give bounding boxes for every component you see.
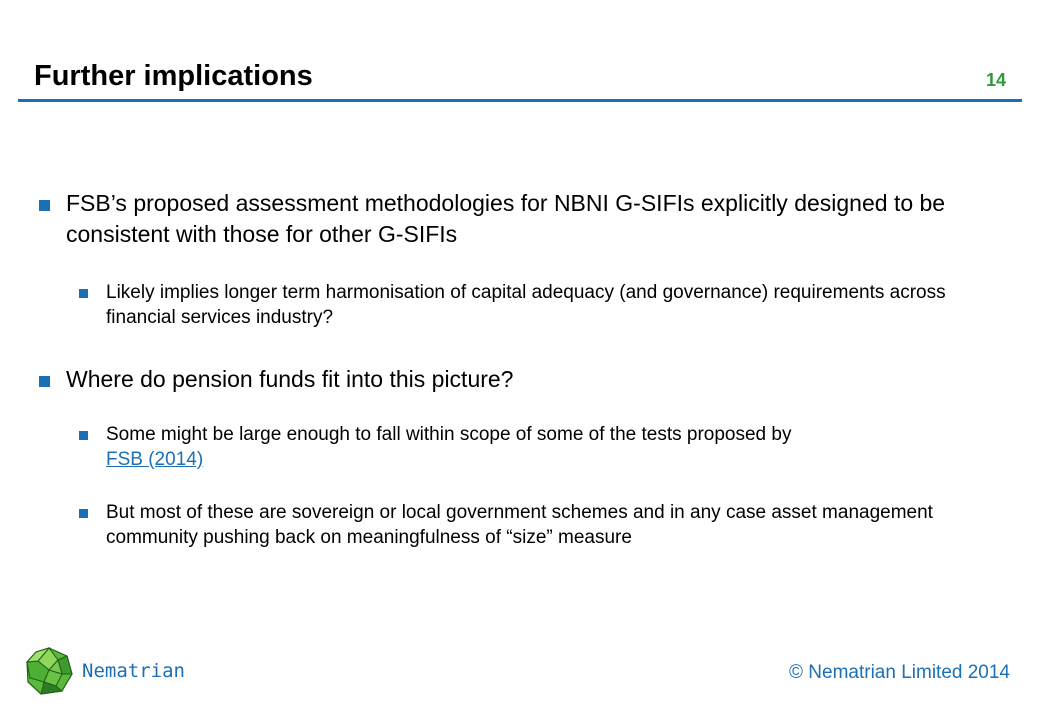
green-polyhedron-icon xyxy=(24,646,74,696)
sub-bullet-text: Likely implies longer term harmonisation of capital adequacy (and governance) requirements across financial services industry? xyxy=(106,282,946,328)
sub-bullet-text-part: Some might be large enough to fall within scope of some of the tests proposed by xyxy=(106,424,792,445)
sub-bullet-text xyxy=(106,422,1006,472)
slide-title: Further implications xyxy=(34,60,313,92)
sub-bullet-square-icon xyxy=(79,509,88,518)
bullet-text: Where do pension funds fit into this picture? xyxy=(66,366,514,392)
sub-bullet-square-icon xyxy=(79,431,88,440)
footer-copyright: © Nematrian Limited 2014 xyxy=(789,662,1010,683)
bullet-square-icon xyxy=(39,200,50,211)
sub-bullet-square-icon xyxy=(79,289,88,298)
page-number: 14 xyxy=(985,70,1006,90)
footer-brand: Nematrian xyxy=(82,660,185,682)
bullet-square-icon xyxy=(39,376,50,387)
title-divider xyxy=(18,99,1022,102)
sub-bullet-text: But most of these are sovereign or local government schemes and in any case asset management community pushing back on meaningfulness of “size” measure xyxy=(106,502,933,548)
bullet-text: FSB’s proposed assessment methodologies for NBNI G-SIFIs explicitly designed to be consistent with those for other G-SIFIs xyxy=(66,190,946,247)
fsb-2014-link[interactable]: FSB (2014) xyxy=(106,449,204,470)
